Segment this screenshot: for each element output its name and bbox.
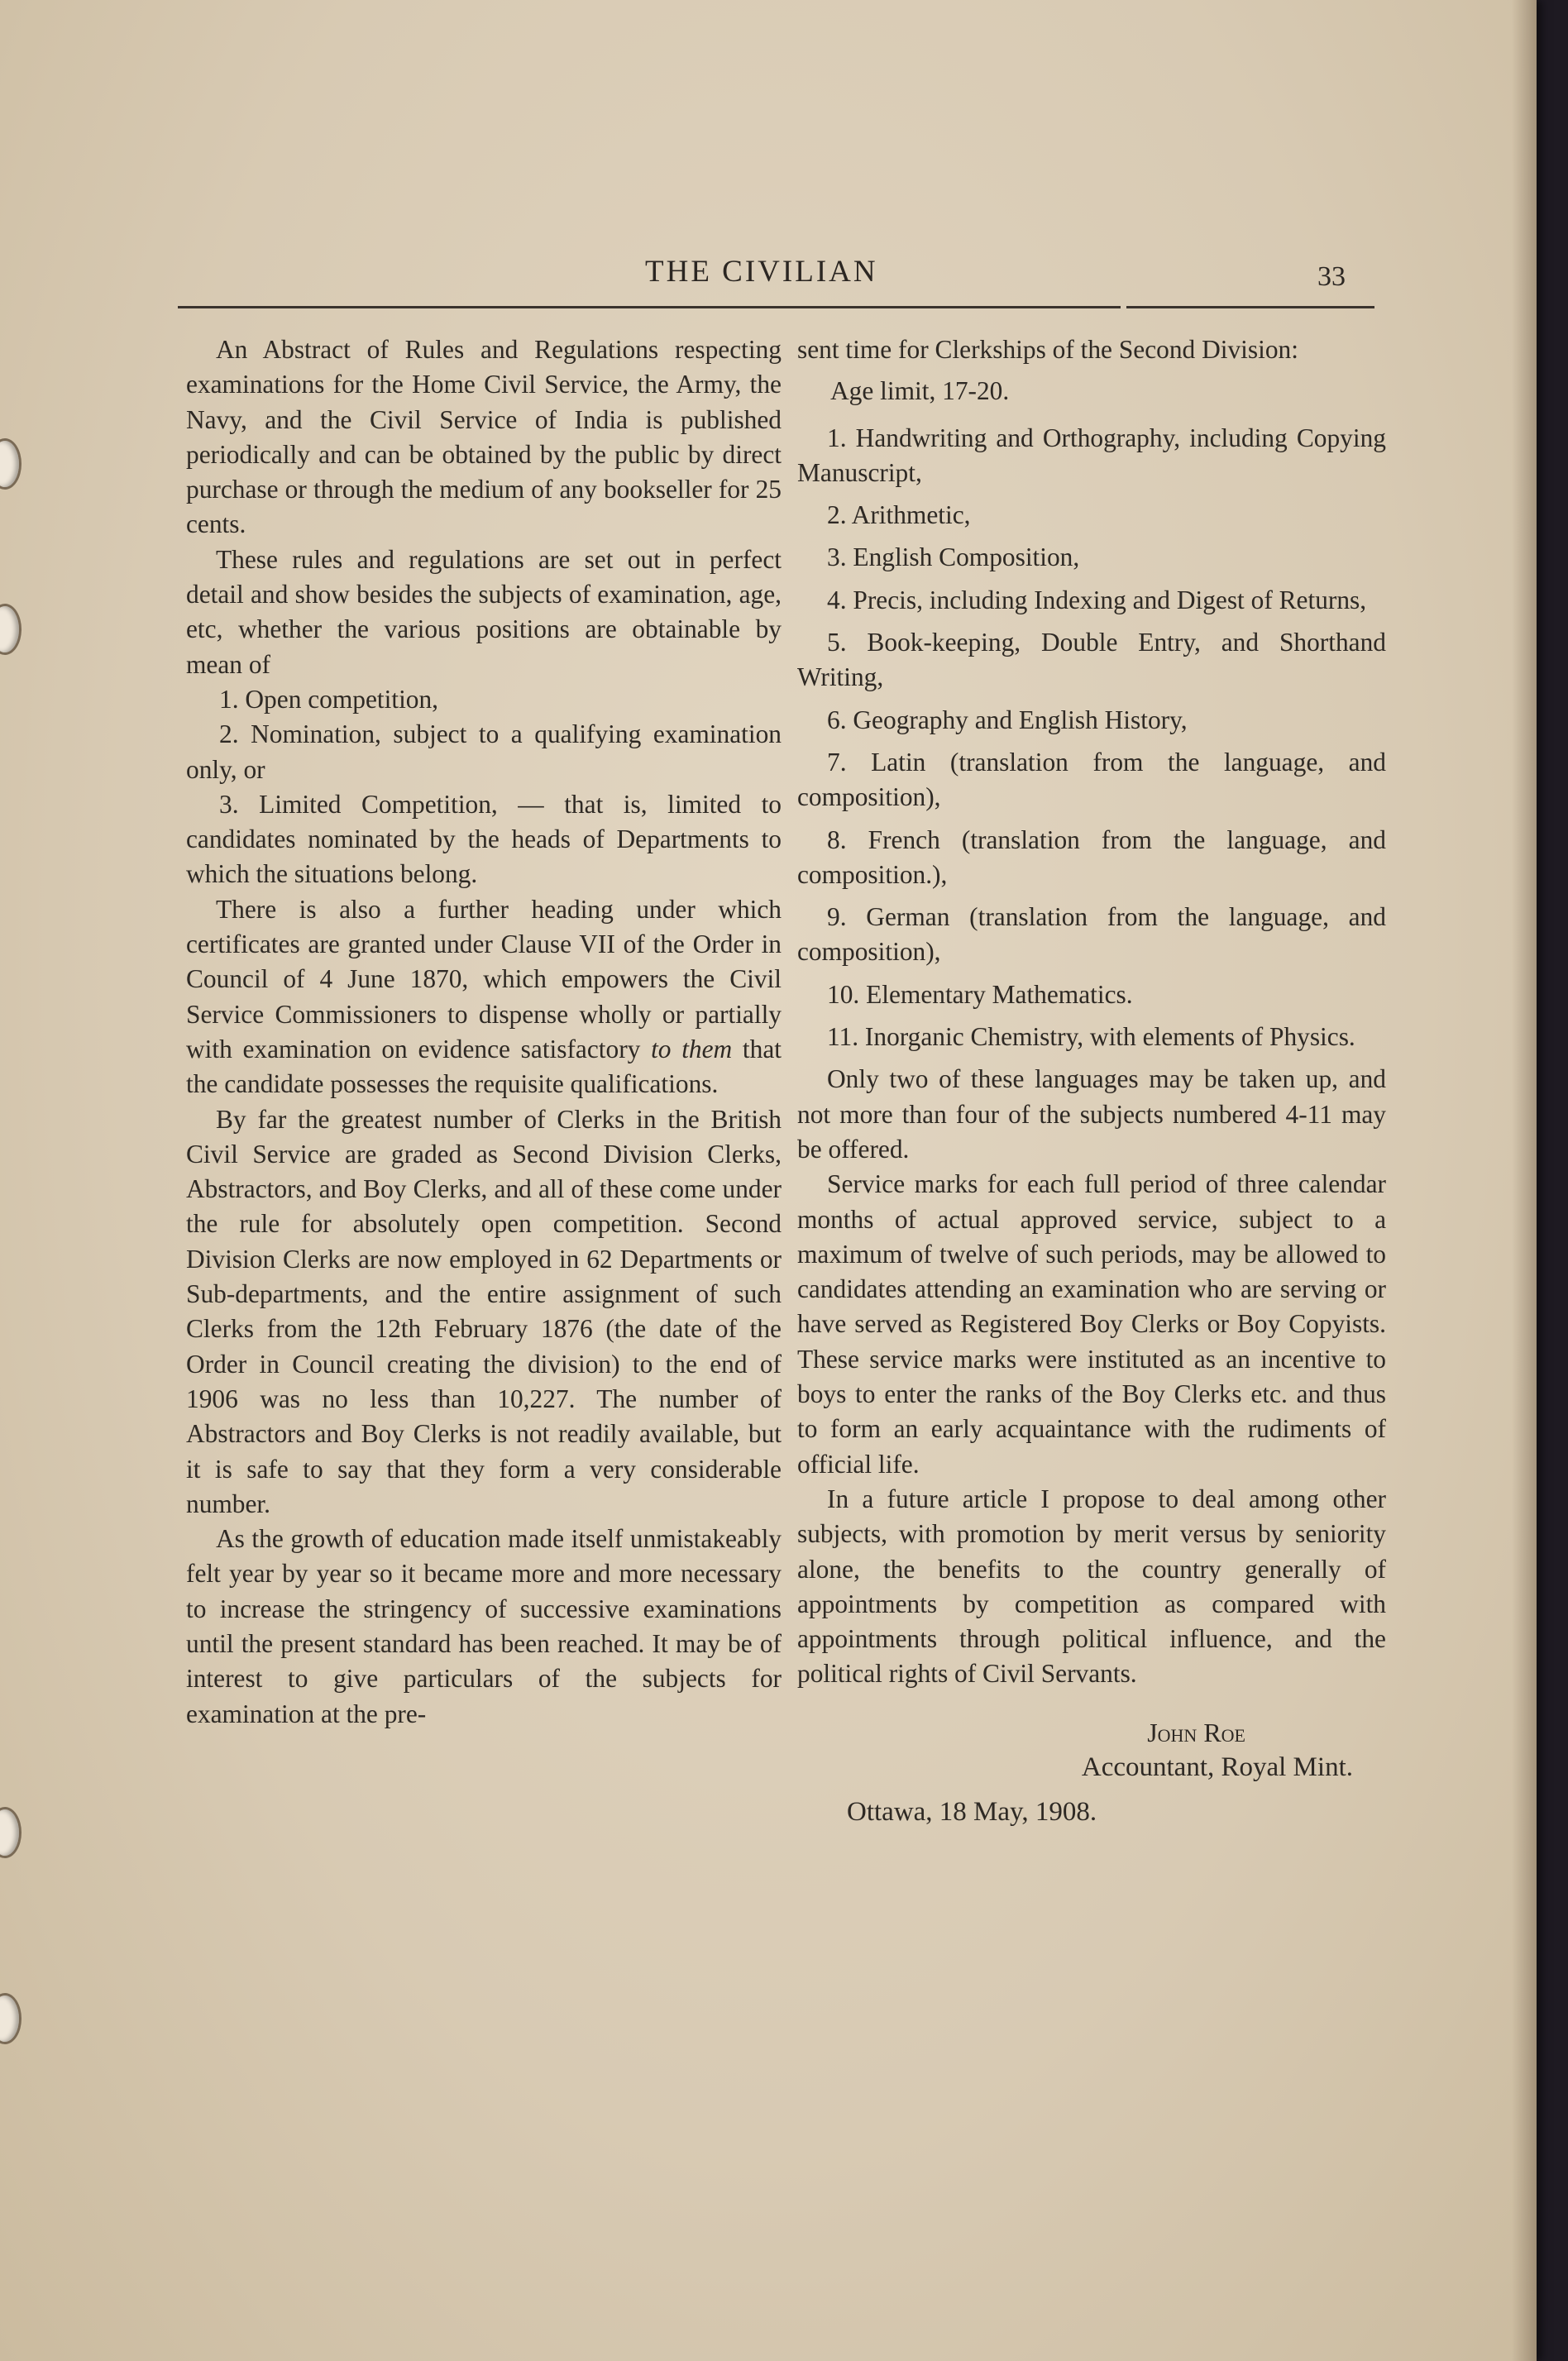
paragraph: By far the greatest number of Clerks in the British Civil Service are graded as Second Division Clerks, Abstractors, and Boy Clerks, and all of these come under the rule for absolutely open competition. Second Division Clerks are now employed in 62 Departments or Sub-departments, and the entire assignment of such Clerks from the 12th February 1876 (the date of the Order in Council creating the division) to the end of 1906 was no less than 10,227. The number of Abstractors and Boy Clerks is not readily available, but it is safe to say that they form a very considerable number. [186, 1104, 782, 1518]
subject-item: 10. Elementary Mathematics. [827, 979, 1133, 1009]
subject-item: 11. Inorganic Chemistry, with elements of Physics. [827, 1022, 1355, 1052]
paragraph: sent time for Clerkships of the Second Division: [797, 335, 1298, 364]
page-edge-shadow [1512, 0, 1537, 2361]
subject-item: 1. Handwriting and Orthography, including Copying Manuscript, [797, 423, 1386, 487]
subject-item: 9. German (translation from the language, and composition), [797, 902, 1386, 967]
emphasis-text: to them [651, 1034, 733, 1063]
signature-title: Accountant, Royal Mint. [1081, 1752, 1353, 1782]
place-date: Ottawa, 18 May, 1908. [847, 1797, 1097, 1828]
subject-item: 4. Precis, including Indexing and Digest of Returns, [827, 585, 1367, 614]
paragraph [186, 892, 782, 1102]
subject-item: 8. French (translation from the language, and composition.), [797, 824, 1386, 889]
paragraph-text: that the candidate possesses the requisite qualifications. [186, 1034, 782, 1099]
subject-item: 5. Book-keeping, Double Entry, and Shorthand Writing, [797, 628, 1386, 692]
subject-item: 6. Geography and English History, [827, 705, 1188, 734]
header-rule-right [1126, 306, 1374, 308]
paragraph: These rules and regulations are set out in perfect detail and show besides the subjects of examination, age, etc, whether the various positions are obtainable by mean of [186, 544, 782, 679]
subject-item: 2. Arithmetic, [827, 500, 971, 530]
age-limit: Age limit, 17-20. [830, 376, 1010, 406]
running-head: THE CIVILIAN [645, 255, 878, 289]
right-column [797, 332, 1386, 1830]
paragraph: As the growth of education made itself unmistakeably felt year by year so it became more and more necessary to increase the stringency of successive examinations until the present standard has been reached. It may be of interest to give particulars of the subjects for examination at the pre- [186, 1524, 782, 1728]
binding-hole [0, 1807, 22, 1858]
list-item: 1. Open competition, [219, 684, 439, 714]
list-item: 2. Nomination, subject to a qualifying examination only, or [186, 719, 782, 784]
page-number: 33 [1317, 261, 1346, 292]
paragraph: In a future article I propose to deal among other subjects, with promotion by merit versus by seniority alone, the benefits to the country generally of appointments by competition as compared with appointments through political influence, and the political rights of Civil Servants. [797, 1484, 1386, 1689]
paragraph: Service marks for each full period of three calendar months of actual approved service, subject to a maximum of twelve of such periods, may be allowed to candidates attending an examination who are serving or have served as Registered Boy Clerks or Boy Copyists. These service marks were instituted as an incentive to boys to enter the ranks of the Boy Clerks etc. and thus to form an early acquaintance with the rudiments of official life. [797, 1169, 1386, 1479]
header-rule [178, 306, 1121, 308]
left-column [186, 332, 782, 1732]
subject-item: 7. Latin (translation from the language, and composition), [797, 747, 1386, 812]
binding-hole [0, 1993, 22, 2044]
binding-hole [0, 604, 22, 655]
paragraph: An Abstract of Rules and Regulations respecting examinations for the Home Civil Service, the Army, the Navy, and the Civil Service of India is published periodically and can be obtained by the public by direct purchase or through the medium of any bookseller for 25 cents. [186, 335, 782, 539]
list-item: 3. Limited Competition, — that is, limited to candidates nominated by the heads of Departments to which the situations belong. [186, 789, 782, 889]
binding-hole [0, 438, 22, 490]
subject-item: 3. English Composition, [827, 542, 1080, 572]
signature-name: John Roe [1147, 1717, 1245, 1747]
paragraph-text: There is also a further heading under which certificates are granted under Clause VII of the Order in Council of 4 June 1870, which empowers the Civil Service Commissioners to dispense wholly or partially with examination on evidence satisfactory [186, 894, 782, 1063]
paragraph: Only two of these languages may be taken up, and not more than four of the subjects numbered 4-11 may be offered. [797, 1064, 1386, 1164]
